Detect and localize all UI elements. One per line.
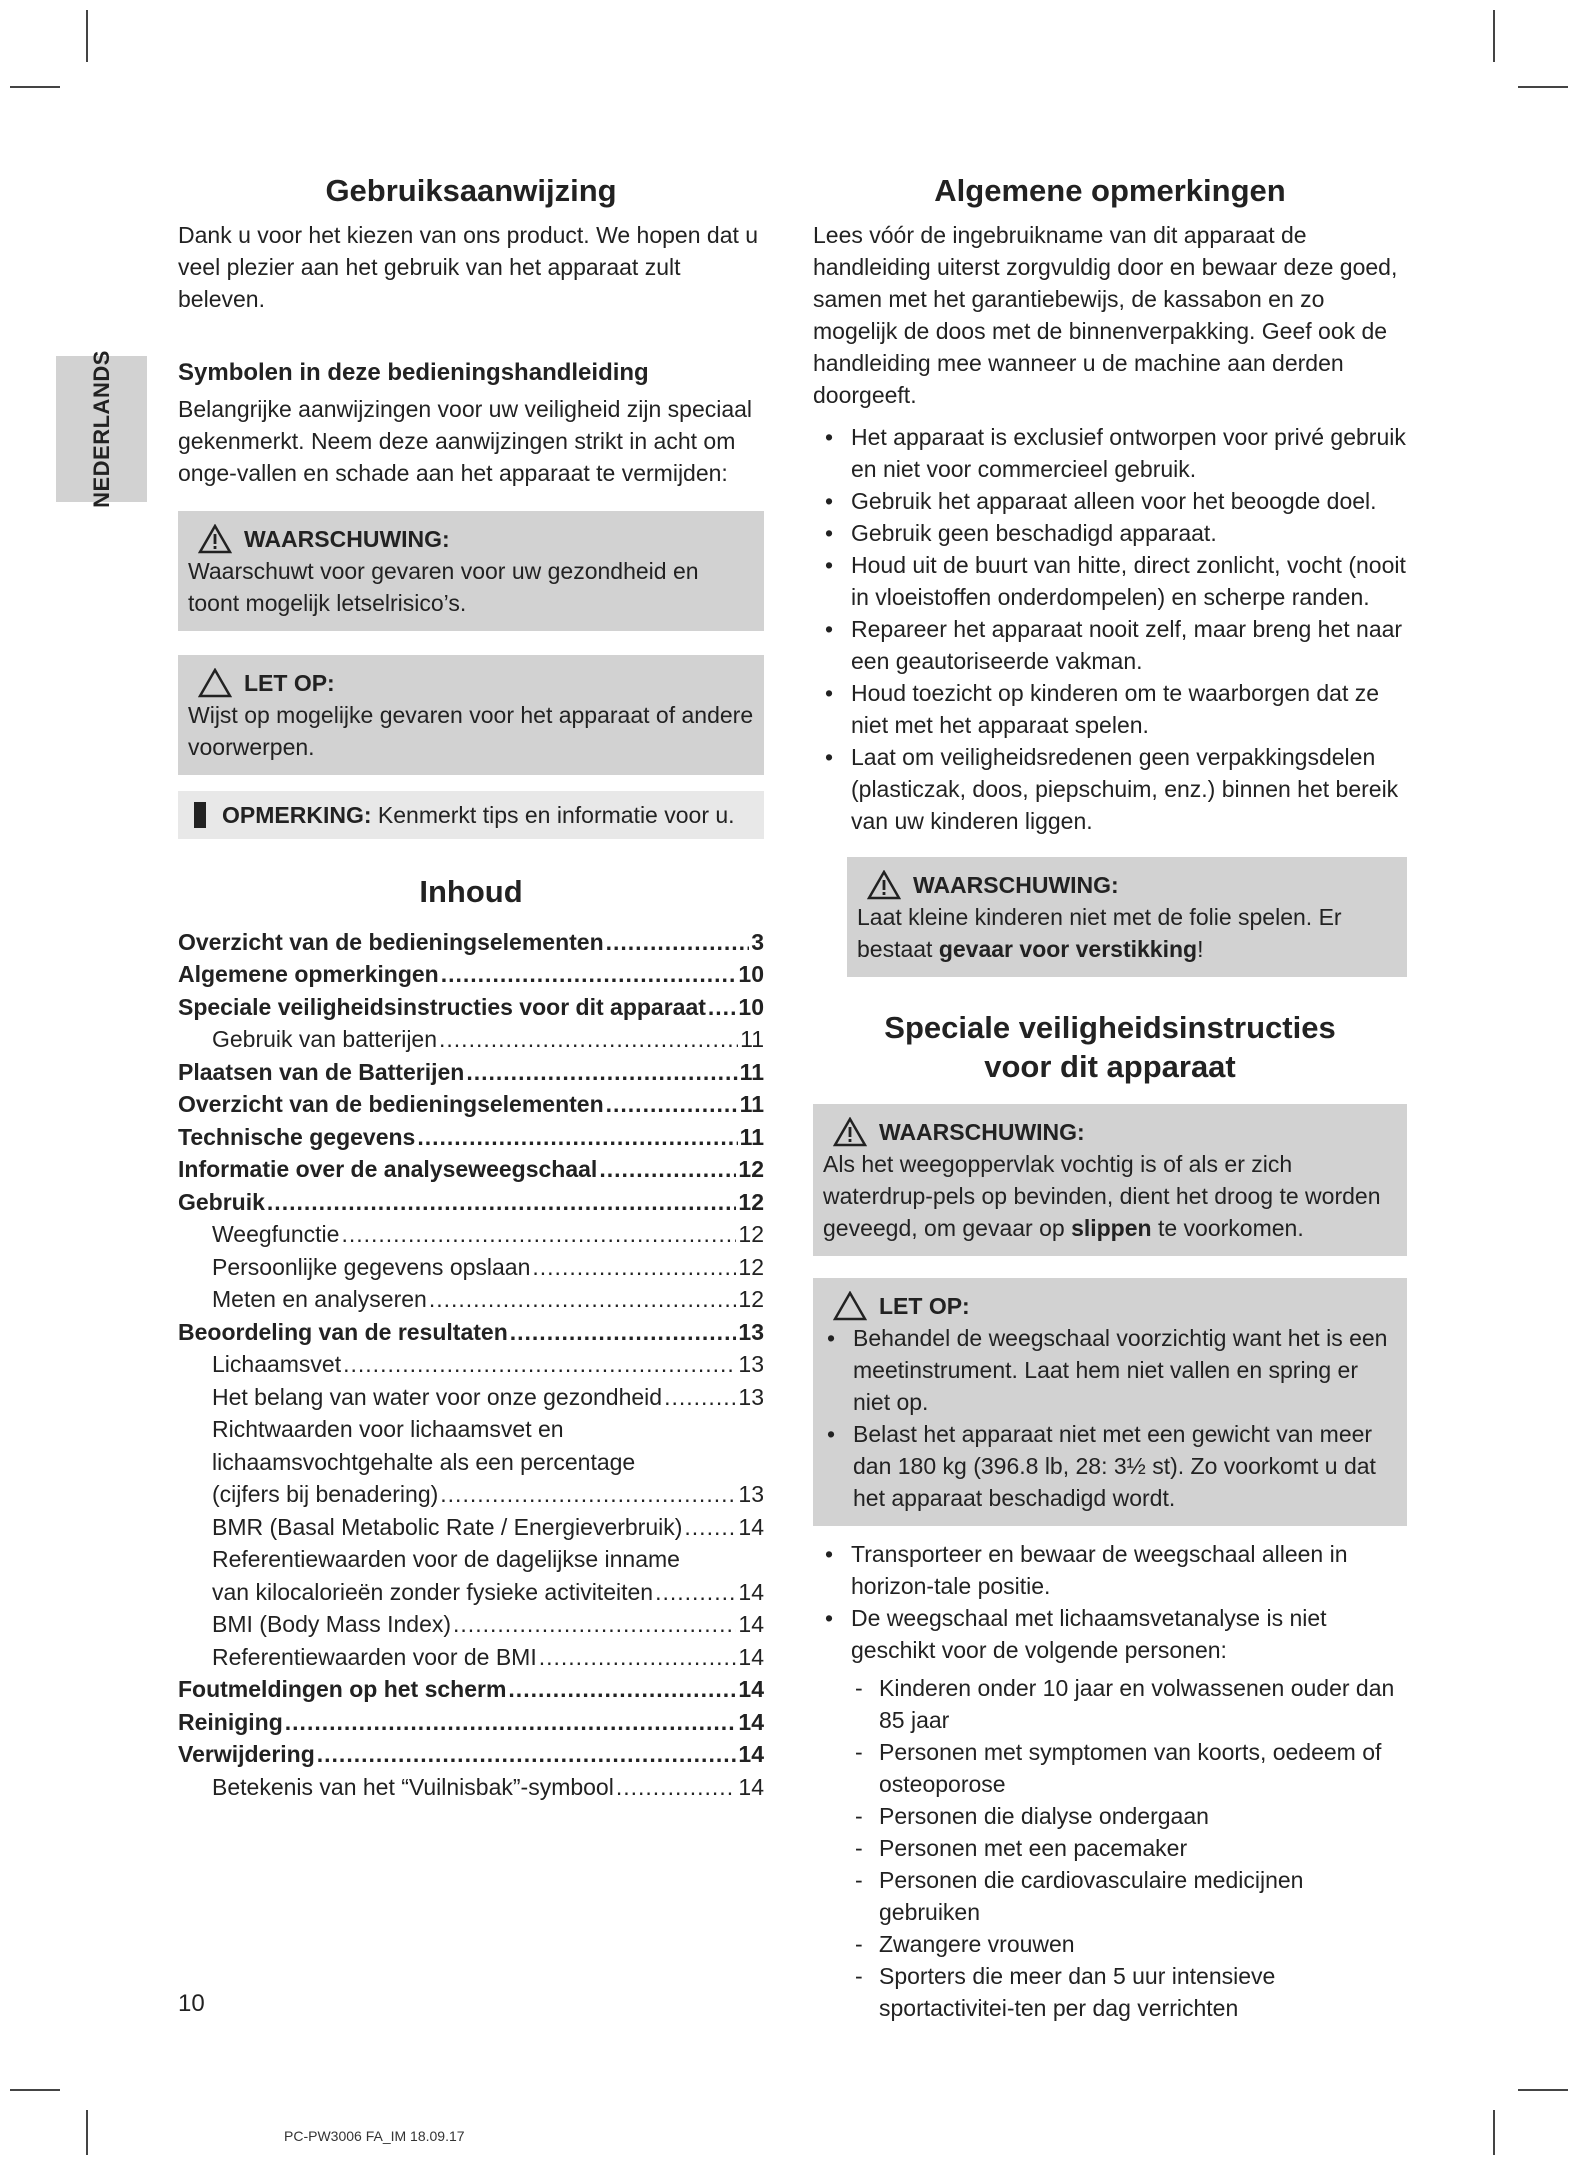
toc-entry[interactable]: van kilocalorieën zonder fysieke activiteiten ..... 14 <box>178 1576 764 1609</box>
note-box <box>178 791 764 839</box>
toc-entry[interactable]: Informatie over de analyseweegschaal ..... 12 <box>178 1153 764 1186</box>
warning-emphasis: gevaar voor verstikking <box>938 935 1198 962</box>
language-tab-label: NEDERLANDS <box>88 350 114 508</box>
toc-entry[interactable]: Beoordeling van de resultaten ..... 13 <box>178 1316 764 1349</box>
warning-heading: WAARSCHUWING: <box>244 525 450 552</box>
list-item: • Repareer het apparaat nooit zelf, maar breng het naar een geautoriseerde vakman. <box>813 613 1407 677</box>
list-item: • Houd toezicht op kinderen om te waarborgen dat ze niet met het apparaat spelen. <box>813 677 1407 741</box>
table-of-contents <box>178 926 764 1804</box>
caution-triangle-icon <box>198 668 232 698</box>
warning-box-foil <box>847 857 1407 977</box>
toc-entry[interactable]: Reiniging ..... 14 <box>178 1706 764 1739</box>
warning-heading: WAARSCHUWING: <box>913 871 1119 898</box>
toc-entry[interactable]: BMR (Basal Metabolic Rate / Energieverbruik) ..... 14 <box>178 1511 764 1544</box>
toc-entry[interactable]: Plaatsen van de Batterijen ..... 11 <box>178 1056 764 1089</box>
list-item: • De weegschaal met lichaamsvetanalyse is niet geschikt voor de volgende personen: <box>813 1602 1407 1666</box>
persons-list <box>813 1672 1407 2024</box>
page-title: Gebruiksaanwijzing <box>325 173 617 208</box>
crop-mark <box>86 10 88 62</box>
toc-entry[interactable]: Gebruik ..... 12 <box>178 1186 764 1219</box>
warning-box <box>178 511 764 631</box>
left-column <box>178 172 764 1803</box>
caution-bullets <box>823 1322 1397 1514</box>
crop-mark <box>10 86 60 88</box>
right-column <box>813 172 1407 2024</box>
list-item: • Gebruik geen beschadigd apparaat. <box>813 517 1407 549</box>
warning-triangle-icon <box>867 870 901 900</box>
usage-bullets <box>813 1538 1407 1666</box>
caution-box <box>178 655 764 775</box>
intro-text: Dank u voor het kiezen van ons product. We hopen dat u veel plezier aan het gebruik van het apparaat zult beleven. <box>178 221 759 312</box>
warning-triangle-icon <box>833 1117 867 1147</box>
warning-emphasis: slippen <box>1071 1215 1152 1242</box>
crop-mark <box>10 2089 60 2091</box>
crop-mark <box>1518 86 1568 88</box>
caution-box-scale <box>813 1278 1407 1526</box>
toc-entry[interactable]: Technische gegevens ..... 11 <box>178 1121 764 1154</box>
toc-title: Inhoud <box>419 873 523 909</box>
toc-entry[interactable]: Foutmeldingen op het scherm ..... 14 <box>178 1673 764 1706</box>
crop-mark <box>1493 10 1495 62</box>
list-item: - Personen die cardiovasculaire medicijnen gebruiken <box>813 1864 1407 1928</box>
caution-heading: LET OP: <box>879 1293 970 1320</box>
toc-entry[interactable]: Gebruik van batterijen ..... 11 <box>178 1023 764 1056</box>
footer-code: PC-PW3006 FA_IM 18.09.17 <box>284 2128 465 2144</box>
info-icon <box>194 802 206 828</box>
list-item: - Personen die dialyse ondergaan <box>813 1800 1407 1832</box>
warning-body: Laat kleine kinderen niet met de folie spelen. Er bestaat <box>857 903 1342 962</box>
toc-entry[interactable]: BMI (Body Mass Index) ..... 14 <box>178 1608 764 1641</box>
list-item: - Sporters die meer dan 5 uur intensieve sportactivitei-ten per dag verrichten <box>813 1960 1407 2024</box>
page-number: 10 <box>178 1990 205 2017</box>
section-title-safety <box>813 1009 1407 1087</box>
toc-entry[interactable]: Referentiewaarden voor de BMI ..... 14 <box>178 1641 764 1674</box>
caution-triangle-icon <box>833 1291 867 1321</box>
list-item: • Belast het apparaat niet met een gewicht van meer dan 180 kg (396.8 lb, 28: 3½ st). Zo voorkomt u dat het apparaat beschadigd wordt. <box>823 1418 1397 1514</box>
list-item: - Kinderen onder 10 jaar en volwassenen ouder dan 85 jaar <box>813 1672 1407 1736</box>
toc-entry[interactable]: Meten en analyseren ..... 12 <box>178 1283 764 1316</box>
note-body: Kenmerkt tips en informatie voor u. <box>371 801 735 828</box>
list-item: • Het apparaat is exclusief ontworpen voor privé gebruik en niet voor commercieel gebruik. <box>813 421 1407 485</box>
warning-end: te voorkomen. <box>1151 1215 1304 1242</box>
crop-mark <box>86 2110 88 2155</box>
toc-entry[interactable]: Speciale veiligheidsinstructies voor dit apparaat ..... 10 <box>178 991 764 1024</box>
list-item: • Houd uit de buurt van hitte, direct zonlicht, vocht (nooit in vloeistoffen onderdompelen) en scherpe randen. <box>813 549 1407 613</box>
language-tab <box>56 350 147 508</box>
toc-entry[interactable]: Overzicht van de bedieningselementen ..... 3 <box>178 926 764 959</box>
warning-end: ! <box>1197 935 1204 962</box>
list-item: • Behandel de weegschaal voorzichtig want het is een meetinstrument. Laat hem niet vallen en spring er niet op. <box>823 1322 1397 1418</box>
list-item: - Personen met symptomen van koorts, oedeem of osteoporose <box>813 1736 1407 1800</box>
warning-body: Als het weegoppervlak vochtig is of als er zich waterdrup-pels op bevinden, dient het droog te worden geveegd, om gevaar op <box>823 1151 1381 1242</box>
warning-triangle-icon <box>198 524 232 554</box>
list-item: • Transporteer en bewaar de weegschaal alleen in horizon-tale positie. <box>813 1538 1407 1602</box>
toc-entry[interactable]: Persoonlijke gegevens opslaan ..... 12 <box>178 1251 764 1284</box>
warning-heading: WAARSCHUWING: <box>879 1119 1085 1146</box>
general-bullets <box>813 421 1407 837</box>
symbols-heading: Symbolen in deze bedieningshandleiding <box>178 358 649 386</box>
caution-heading: LET OP: <box>244 669 335 696</box>
note-heading: OPMERKING: <box>222 801 372 828</box>
crop-mark <box>1493 2110 1495 2155</box>
toc-entry[interactable]: Weegfunctie ..... 12 <box>178 1218 764 1251</box>
crop-mark <box>1518 2089 1568 2091</box>
list-item: - Zwangere vrouwen <box>813 1928 1407 1960</box>
toc-entry-line[interactable]: Richtwaarden voor lichaamsvet en <box>212 1416 564 1442</box>
warning-box-wet <box>813 1104 1407 1256</box>
toc-entry[interactable]: Het belang van water voor onze gezondheid ..... 13 <box>178 1381 764 1414</box>
toc-entry-line[interactable]: lichaamsvochtgehalte als een percentage <box>212 1448 636 1475</box>
symbols-text: Belangrijke aanwijzingen voor uw veiligheid zijn speciaal gekenmerkt. Neem deze aanwijzingen strikt in acht om onge-vallen en schade aan het apparaat te vermijden: <box>178 395 753 486</box>
toc-entry-line[interactable]: Referentiewaarden voor de dagelijkse inname <box>212 1546 680 1572</box>
warning-body: Waarschuwt voor gevaren voor uw gezondheid en toont mogelijk letselrisico’s. <box>188 557 699 616</box>
toc-entry[interactable]: Algemene opmerkingen ..... 10 <box>178 958 764 991</box>
section-title-general: Algemene opmerkingen <box>934 173 1286 208</box>
general-intro: Lees vóór de ingebruikname van dit apparaat de handleiding uiterst zorgvuldig door en bewaar deze goed, samen met het garantiebewijs, de kassabon en zo mogelijk de doos met de binnenverpakking. Geef ook de handleiding mee wanneer u de machine aan derden doorgeeft. <box>813 221 1398 408</box>
toc-entry[interactable]: Lichaamsvet ..... 13 <box>178 1348 764 1381</box>
list-item: • Gebruik het apparaat alleen voor het beoogde doel. <box>813 485 1407 517</box>
toc-entry[interactable]: (cijfers bij benadering) ..... 13 <box>178 1478 764 1511</box>
list-item: - Personen met een pacemaker <box>813 1832 1407 1864</box>
toc-entry[interactable]: Overzicht van de bedieningselementen ..... 11 <box>178 1088 764 1121</box>
toc-entry[interactable]: Betekenis van het “Vuilnisbak”-symbool ..... 14 <box>178 1771 764 1804</box>
toc-entry[interactable]: Verwijdering ..... 14 <box>178 1738 764 1771</box>
safety-title-line2: voor dit apparaat <box>984 1048 1236 1084</box>
safety-title-line1: Speciale veiligheidsinstructies <box>884 1009 1336 1045</box>
list-item: • Laat om veiligheidsredenen geen verpakkingsdelen (plasticzak, doos, piepschuim, enz.) binnen het bereik van uw kinderen liggen. <box>813 741 1407 837</box>
caution-body: Wijst op mogelijke gevaren voor het apparaat of andere voorwerpen. <box>188 701 754 760</box>
